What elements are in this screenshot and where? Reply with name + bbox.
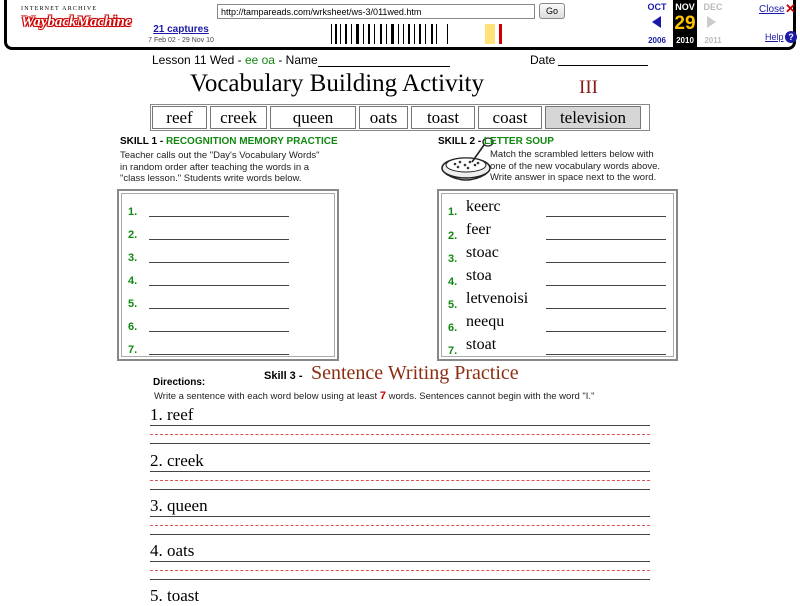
prev-year-label: 2006 — [648, 36, 666, 45]
captures-link[interactable]: 21 captures — [153, 24, 209, 35]
skill3-description — [154, 390, 594, 402]
skill2-answer-box — [437, 189, 678, 361]
url-input[interactable] — [217, 4, 535, 19]
wayback-toolbar — [4, 0, 796, 50]
skill3-label: Skill 3 - — [264, 370, 303, 382]
skill2-desc-line: Match the scrambled letters below with — [490, 149, 654, 160]
close-link[interactable]: Close — [759, 4, 785, 15]
help-link[interactable]: Help — [765, 32, 784, 42]
skill2-desc-line: Write answer in space next to the word. — [490, 172, 657, 183]
close-icon[interactable]: ✕ — [785, 1, 796, 16]
lesson-header — [152, 53, 450, 67]
sentence-word: 4. oats — [150, 541, 195, 560]
go-button[interactable]: Go — [539, 3, 565, 19]
answer-number: 6. — [448, 322, 458, 334]
answer-line — [546, 331, 666, 332]
level-label: III — [579, 77, 598, 98]
word-cell: reef — [152, 106, 207, 129]
answer-number: 2. — [128, 229, 138, 241]
captures-info — [143, 24, 219, 44]
scrambled-word: neequ — [466, 313, 505, 330]
answer-number: 4. — [448, 276, 458, 288]
scrambled-word: stoac — [466, 244, 499, 261]
answer-line — [149, 285, 289, 286]
current-month — [673, 0, 697, 47]
answer-number: 7. — [448, 345, 458, 357]
skill1-title: SKILL 1 — [120, 136, 158, 147]
skill3-desc-before: Write a sentence with each word below using at least — [154, 391, 380, 402]
answer-line — [149, 262, 289, 263]
name-line — [318, 55, 450, 67]
scrambled-word: stoa — [466, 267, 492, 284]
answer-number: 5. — [128, 298, 138, 310]
date-label: Date — [530, 53, 556, 67]
wayback-logo[interactable] — [21, 6, 132, 40]
word-cell: oats — [359, 106, 408, 129]
prev-month[interactable] — [645, 0, 669, 45]
answer-number: 2. — [448, 230, 458, 242]
next-month-label: DEC — [703, 2, 723, 12]
answer-line — [546, 308, 666, 309]
skill2-title: SKILL 2 — [438, 136, 476, 147]
scrambled-word: stoat — [466, 336, 497, 353]
answer-line — [546, 354, 666, 355]
next-year-label: 2011 — [704, 36, 722, 45]
answer-line — [149, 354, 289, 355]
scrambled-word: letvenoisi — [466, 290, 529, 307]
answer-line — [149, 308, 289, 309]
answer-number: 3. — [448, 253, 458, 265]
cur-day-label: 29 — [674, 13, 696, 34]
lesson-prefix: Lesson 11 Wed - — [152, 53, 245, 67]
skill2-heading: SKILL 2 - LETTER SOUP — [438, 136, 554, 147]
skill1-desc-line: in random order after teaching the words in a — [120, 161, 310, 173]
skill2-subtitle: LETTER SOUP — [483, 136, 554, 147]
scrambled-word: feer — [466, 221, 491, 238]
prev-capture-arrow-icon[interactable] — [652, 16, 661, 28]
answer-line — [546, 285, 666, 286]
skill1-desc-line: "class lesson." Students write words below. — [120, 173, 302, 184]
answer-number: 5. — [448, 299, 458, 311]
answer-line — [149, 239, 289, 240]
answer-number: 3. — [128, 252, 138, 264]
skill3-title: Sentence Writing Practice — [311, 362, 519, 384]
next-capture-arrow-icon — [707, 16, 716, 28]
skill2-desc-line: one of the new vocabulary words above. — [490, 160, 661, 172]
word-cell: toast — [411, 106, 475, 129]
next-month — [701, 0, 725, 45]
capture-range: 7 Feb 02 - 29 Nov 10 — [148, 37, 214, 44]
skill3-desc-after: words. Sentences cannot begin with the word "I." — [385, 391, 595, 402]
directions-label: Directions: — [153, 377, 206, 388]
word-bank — [150, 104, 650, 131]
name-label: - Name — [274, 53, 318, 67]
min-words-count: 7 — [379, 390, 386, 402]
word-cell: creek — [210, 106, 267, 129]
word-cell: coast — [478, 106, 542, 129]
word-cell: television — [545, 106, 641, 129]
date-line — [558, 53, 648, 66]
answer-line — [149, 216, 289, 217]
answer-number: 4. — [128, 275, 138, 287]
help-icon[interactable]: ? — [785, 31, 797, 43]
answer-number: 1. — [128, 206, 138, 218]
skill1-answer-box — [117, 189, 339, 361]
sentence-word: 2. creek — [150, 451, 204, 470]
answer-number: 6. — [128, 321, 138, 333]
prev-month-label: OCT — [647, 2, 667, 12]
answer-number: 7. — [128, 344, 138, 356]
lesson-sounds: ee oa — [244, 53, 275, 67]
word-cell: queen — [270, 106, 356, 129]
skill1-description — [120, 150, 320, 185]
capture-sparkline[interactable] — [329, 22, 529, 44]
wayback-logo-main: WaybackMachine — [21, 14, 132, 30]
answer-line — [546, 262, 666, 263]
cur-month-label: NOV — [675, 2, 695, 12]
answer-line — [546, 216, 666, 217]
sentence-word: 1. reef — [150, 405, 194, 424]
skill1-heading: SKILL 1 - RECOGNITION MEMORY PRACTICE — [120, 136, 338, 147]
skill1-desc-line: Teacher calls out the "Day's Vocabulary Words" — [120, 150, 320, 161]
answer-line — [546, 239, 666, 240]
scrambled-word: keerc — [466, 198, 501, 215]
answer-number: 1. — [448, 206, 458, 218]
answer-line — [149, 331, 289, 332]
skill1-subtitle: RECOGNITION MEMORY PRACTICE — [165, 136, 338, 147]
cur-year-label: 2010 — [676, 36, 694, 45]
skill2-description — [490, 149, 660, 184]
sentence-word: 5. toast — [150, 586, 200, 605]
page-title: Vocabulary Building Activity — [190, 70, 484, 97]
sentence-word: 3. queen — [150, 496, 208, 515]
wayback-logo-top: INTERNET ARCHIVE — [21, 6, 98, 12]
